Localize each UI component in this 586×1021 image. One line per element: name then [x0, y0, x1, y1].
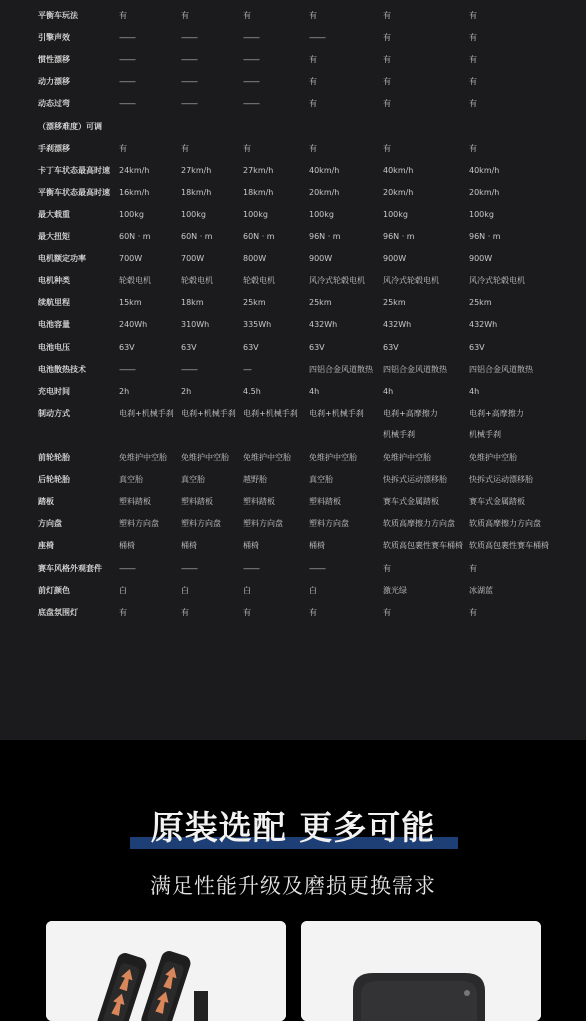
- spec-cell: 63V: [243, 342, 259, 352]
- spec-cell: 有: [383, 77, 391, 87]
- spec-label: 后轮轮胎: [38, 475, 70, 485]
- spec-cell: 塑料踏板: [181, 497, 213, 507]
- spec-cell: 桶椅: [309, 541, 325, 551]
- spec-cell: 335Wh: [243, 320, 272, 330]
- spec-label: 制动方式: [38, 408, 70, 418]
- spec-cell: 96N · m: [309, 232, 341, 241]
- spec-cell: 免维护中空胎: [243, 453, 291, 462]
- promo-title: 原装选配 更多可能: [150, 808, 436, 847]
- steering-wheel-accessory-card[interactable]: [301, 921, 541, 1021]
- spec-cell: 免维护中空胎: [309, 453, 357, 462]
- spec-cell: 轮毂电机: [181, 276, 213, 286]
- spec-label: 惯性漂移: [38, 55, 70, 65]
- spec-cell: 有: [383, 563, 391, 573]
- spec-cell: 桶椅: [181, 541, 197, 551]
- spec-cell: 100kg: [383, 209, 408, 219]
- spec-cell: 有: [243, 607, 251, 617]
- spec-cell: 白: [243, 585, 251, 595]
- spec-cell: 20km/h: [309, 187, 340, 197]
- spec-cell: 有: [181, 11, 189, 20]
- spec-cell: 40km/h: [309, 165, 340, 175]
- spec-cell: 900W: [309, 254, 333, 264]
- spec-cell-second-line: 机械手刹: [383, 429, 415, 439]
- spec-cell: 有: [469, 99, 477, 109]
- spec-cell: 700W: [119, 254, 143, 264]
- spec-cell: 电刹+机械手刹: [309, 408, 364, 418]
- spec-cell: 63V: [383, 342, 399, 352]
- spec-cell: ——: [243, 55, 259, 66]
- spec-cell: ——: [119, 563, 135, 574]
- spec-cell: 60N · m: [181, 232, 213, 241]
- accessories-promo-section: [0, 740, 586, 1000]
- spec-label: 最大扭矩: [38, 232, 70, 241]
- spec-cell: 真空胎: [181, 475, 205, 485]
- spec-cell: 96N · m: [469, 232, 501, 241]
- spec-row: [0, 276, 586, 298]
- spec-cell: ——: [243, 99, 259, 110]
- spec-row: [0, 343, 586, 365]
- spec-cell: 100kg: [309, 209, 334, 219]
- spec-row: [0, 519, 586, 541]
- spec-cell: 软质高摩擦力方向盘: [469, 519, 541, 529]
- spec-cell: 700W: [181, 254, 205, 264]
- spec-cell: 4h: [383, 386, 394, 396]
- spec-cell: 塑料方向盘: [119, 519, 159, 529]
- spec-cell: 塑料踏板: [243, 497, 275, 507]
- spec-row: [0, 586, 586, 608]
- spec-cell: 四铝合金风道散热: [383, 364, 447, 374]
- spec-cell: 24km/h: [119, 165, 150, 175]
- spec-cell: —: [243, 364, 251, 375]
- spec-cell: 白: [119, 585, 127, 595]
- spec-cell: 电刹+机械手刹: [243, 408, 298, 418]
- spec-row: [0, 475, 586, 497]
- spec-cell: 100kg: [119, 209, 144, 219]
- spec-cell: 63V: [469, 342, 485, 352]
- spec-label: 充电时间: [38, 386, 70, 396]
- spec-cell: 有: [119, 11, 127, 20]
- spec-cell: 有: [383, 33, 391, 43]
- pedal-product-image: [46, 921, 286, 1021]
- spec-cell: 有: [243, 11, 251, 20]
- spec-row: [0, 33, 586, 55]
- spec-cell: 18km/h: [181, 187, 212, 197]
- spec-cell: 快拆式运动漂移胎: [383, 475, 447, 485]
- spec-cell: 800W: [243, 254, 267, 264]
- spec-cell: 有: [469, 33, 477, 43]
- spec-row: [0, 166, 586, 188]
- spec-cell: 有: [181, 143, 189, 153]
- spec-cell: 20km/h: [469, 187, 500, 197]
- spec-cell: 432Wh: [469, 320, 498, 330]
- spec-cell: 有: [309, 11, 317, 20]
- spec-row: [0, 210, 586, 232]
- spec-row: [0, 453, 586, 475]
- spec-cell: 4h: [469, 386, 480, 396]
- spec-cell: 有: [469, 143, 477, 153]
- spec-cell: 有: [469, 607, 477, 617]
- spec-cell: ——: [181, 99, 197, 110]
- spec-cell: 2h: [119, 386, 130, 396]
- spec-cell: 有: [119, 607, 127, 617]
- spec-cell: 2h: [181, 386, 192, 396]
- spec-label: 动态过弯: [38, 99, 70, 109]
- spec-cell: 塑料踏板: [309, 497, 341, 507]
- spec-row: [0, 497, 586, 519]
- spec-cell: 白: [181, 585, 189, 595]
- spec-cell: 432Wh: [383, 320, 412, 330]
- spec-cell: ——: [119, 33, 135, 44]
- steering-wheel-product-image: [301, 921, 541, 1021]
- spec-cell: 4.5h: [243, 386, 261, 396]
- spec-cell: 轮毂电机: [119, 276, 151, 286]
- spec-cell: 电刹+高摩擦力 机械手刹: [383, 408, 438, 439]
- spec-cell: 有: [181, 607, 189, 617]
- spec-cell: 四铝合金风道散热: [309, 364, 373, 374]
- spec-cell: 有: [119, 143, 127, 153]
- spec-cell: ——: [181, 77, 197, 88]
- spec-cell: 27km/h: [243, 165, 274, 175]
- spec-label: 赛车风格外观套件: [38, 563, 102, 573]
- spec-cell: 风冷式轮毂电机: [469, 276, 525, 286]
- spec-cell: 赛车式金属踏板: [383, 497, 439, 507]
- spec-row: [0, 232, 586, 254]
- spec-cell: 有: [469, 77, 477, 87]
- spec-cell: ——: [181, 33, 197, 44]
- spec-row: [0, 387, 586, 409]
- spec-row: [0, 11, 586, 33]
- spec-cell: 310Wh: [181, 320, 210, 330]
- spec-cell: ——: [181, 563, 197, 574]
- spec-cell: 有: [469, 563, 477, 573]
- spec-cell: 100kg: [469, 209, 494, 219]
- spec-label: 续航里程: [38, 298, 70, 308]
- spec-row: [0, 254, 586, 276]
- spec-row: [0, 144, 586, 166]
- spec-cell: 有: [383, 11, 391, 20]
- spec-row: [0, 541, 586, 563]
- spec-row: [0, 365, 586, 387]
- spec-label: 方向盘: [38, 519, 62, 529]
- spec-cell: 有: [309, 607, 317, 617]
- spec-cell: 20km/h: [383, 187, 414, 197]
- spec-cell: 软质高包裹性赛车桶椅: [383, 541, 463, 551]
- spec-cell: 有: [383, 607, 391, 617]
- spec-cell: ——: [181, 55, 197, 66]
- spec-cell: 桶椅: [119, 541, 135, 551]
- spec-cell: 免维护中空胎: [119, 453, 167, 462]
- spec-cell: 25km: [383, 298, 406, 308]
- spec-row: [0, 608, 586, 630]
- spec-cell: 软质高包裹性赛车桶椅: [469, 541, 549, 551]
- spec-cell: 25km: [469, 298, 492, 308]
- spec-label: 底盘氛围灯: [38, 607, 78, 617]
- spec-cell: 18km: [181, 298, 204, 308]
- spec-label: 前灯颜色: [38, 585, 70, 595]
- spec-cell: 电刹+机械手刹: [119, 408, 174, 418]
- spec-cell: 有: [469, 11, 477, 20]
- spec-row: [0, 298, 586, 320]
- spec-cell: 免维护中空胎: [383, 453, 431, 462]
- spec-cell: 27km/h: [181, 165, 212, 175]
- spec-cell: 有: [309, 99, 317, 109]
- spec-row: [0, 188, 586, 210]
- spec-cell: 25km: [309, 298, 332, 308]
- spec-cell: 软质高摩擦力方向盘: [383, 519, 455, 529]
- pedal-accessory-card[interactable]: [46, 921, 286, 1021]
- spec-cell: 冰湖蓝: [469, 585, 493, 595]
- spec-cell: ——: [309, 33, 325, 44]
- spec-label: 电机额定功率: [38, 254, 86, 264]
- spec-cell: 塑料方向盘: [309, 519, 349, 529]
- spec-label: 最大载重: [38, 209, 70, 219]
- spec-cell: 真空胎: [119, 475, 143, 485]
- spec-cell: 免维护中空胎: [469, 453, 517, 462]
- spec-cell: 96N · m: [383, 232, 415, 241]
- spec-cell: 桶椅: [243, 541, 259, 551]
- spec-label: （漂移难度）可调: [38, 121, 102, 131]
- spec-cell: 电刹+机械手刹: [181, 408, 236, 418]
- spec-label: 电池电压: [38, 342, 70, 352]
- spec-cell: 有: [383, 55, 391, 65]
- spec-cell: ——: [309, 563, 325, 574]
- spec-cell: ——: [119, 55, 135, 66]
- spec-cell: 40km/h: [469, 165, 500, 175]
- spec-label: 引擎声效: [38, 33, 70, 43]
- spec-cell: 4h: [309, 386, 320, 396]
- spec-row: [0, 408, 586, 439]
- spec-label: 平衡车玩法: [38, 11, 78, 20]
- spec-cell: ——: [119, 364, 135, 375]
- spec-label: 卡丁车状态最高时速: [38, 165, 110, 175]
- spec-cell: ——: [243, 563, 259, 574]
- spec-cell: 越野胎: [243, 475, 267, 485]
- spec-cell: ——: [243, 33, 259, 44]
- spec-cell: 有: [243, 143, 251, 153]
- spec-cell: 18km/h: [243, 187, 274, 197]
- spec-label: 电池散热技术: [38, 364, 86, 374]
- spec-cell: 63V: [119, 342, 135, 352]
- spec-row: [0, 122, 586, 144]
- spec-cell: 风冷式轮毂电机: [309, 276, 365, 286]
- spec-cell: 60N · m: [243, 232, 275, 241]
- spec-cell: 白: [309, 585, 317, 595]
- spec-cell: 240Wh: [119, 320, 148, 330]
- spec-cell: 电刹+高摩擦力 机械手刹: [469, 408, 524, 439]
- spec-cell: 激光绿: [383, 585, 407, 595]
- spec-cell: ——: [243, 77, 259, 88]
- spec-cell: 风冷式轮毂电机: [383, 276, 439, 286]
- spec-cell: ——: [119, 77, 135, 88]
- spec-cell: 100kg: [243, 209, 268, 219]
- spec-cell: 900W: [383, 254, 407, 264]
- spec-label: 电池容量: [38, 320, 70, 330]
- spec-cell: 432Wh: [309, 320, 338, 330]
- spec-cell: 15km: [119, 298, 142, 308]
- spec-cell: 有: [383, 99, 391, 109]
- spec-cell: 塑料方向盘: [181, 519, 221, 529]
- spec-cell: 真空胎: [309, 475, 333, 485]
- spec-label: 踏板: [38, 497, 54, 507]
- spec-cell: ——: [181, 364, 197, 375]
- spec-cell-second-line: 机械手刹: [469, 429, 501, 439]
- spec-cell: 有: [469, 55, 477, 65]
- spec-cell: 900W: [469, 254, 493, 264]
- spec-row: [0, 77, 586, 99]
- spec-row: [0, 564, 586, 586]
- spec-cell: 40km/h: [383, 165, 414, 175]
- spec-row: [0, 55, 586, 77]
- spec-row: [0, 320, 586, 342]
- spec-label: 平衡车状态最高时速: [38, 187, 110, 197]
- spec-label: 前轮轮胎: [38, 453, 70, 462]
- spec-row: [0, 99, 586, 121]
- spec-cell: 100kg: [181, 209, 206, 219]
- spec-cell: 16km/h: [119, 187, 150, 197]
- spec-cell: 塑料方向盘: [243, 519, 283, 529]
- spec-cell: 有: [309, 143, 317, 153]
- spec-cell: 免维护中空胎: [181, 453, 229, 462]
- spec-label: 动力漂移: [38, 77, 70, 87]
- spec-cell: 63V: [181, 342, 197, 352]
- spec-cell: ——: [119, 99, 135, 110]
- spec-cell: 轮毂电机: [243, 276, 275, 286]
- spec-cell: 快拆式运动漂移胎: [469, 475, 533, 485]
- spec-cell: 25km: [243, 298, 266, 308]
- spec-label: 座椅: [38, 541, 54, 551]
- spec-cell: 60N · m: [119, 232, 151, 241]
- spec-cell: 赛车式金属踏板: [469, 497, 525, 507]
- spec-cell: 塑料踏板: [119, 497, 151, 507]
- spec-label: 手刹漂移: [38, 143, 70, 153]
- spec-cell: 有: [309, 55, 317, 65]
- spec-cell: 四铝合金风道散热: [469, 364, 533, 374]
- promo-subtitle: 满足性能升级及磨损更换需求: [150, 874, 436, 898]
- spec-label: 电机种类: [38, 276, 70, 286]
- spec-cell: 有: [383, 143, 391, 153]
- spec-cell: 有: [309, 77, 317, 87]
- spec-cell: 63V: [309, 342, 325, 352]
